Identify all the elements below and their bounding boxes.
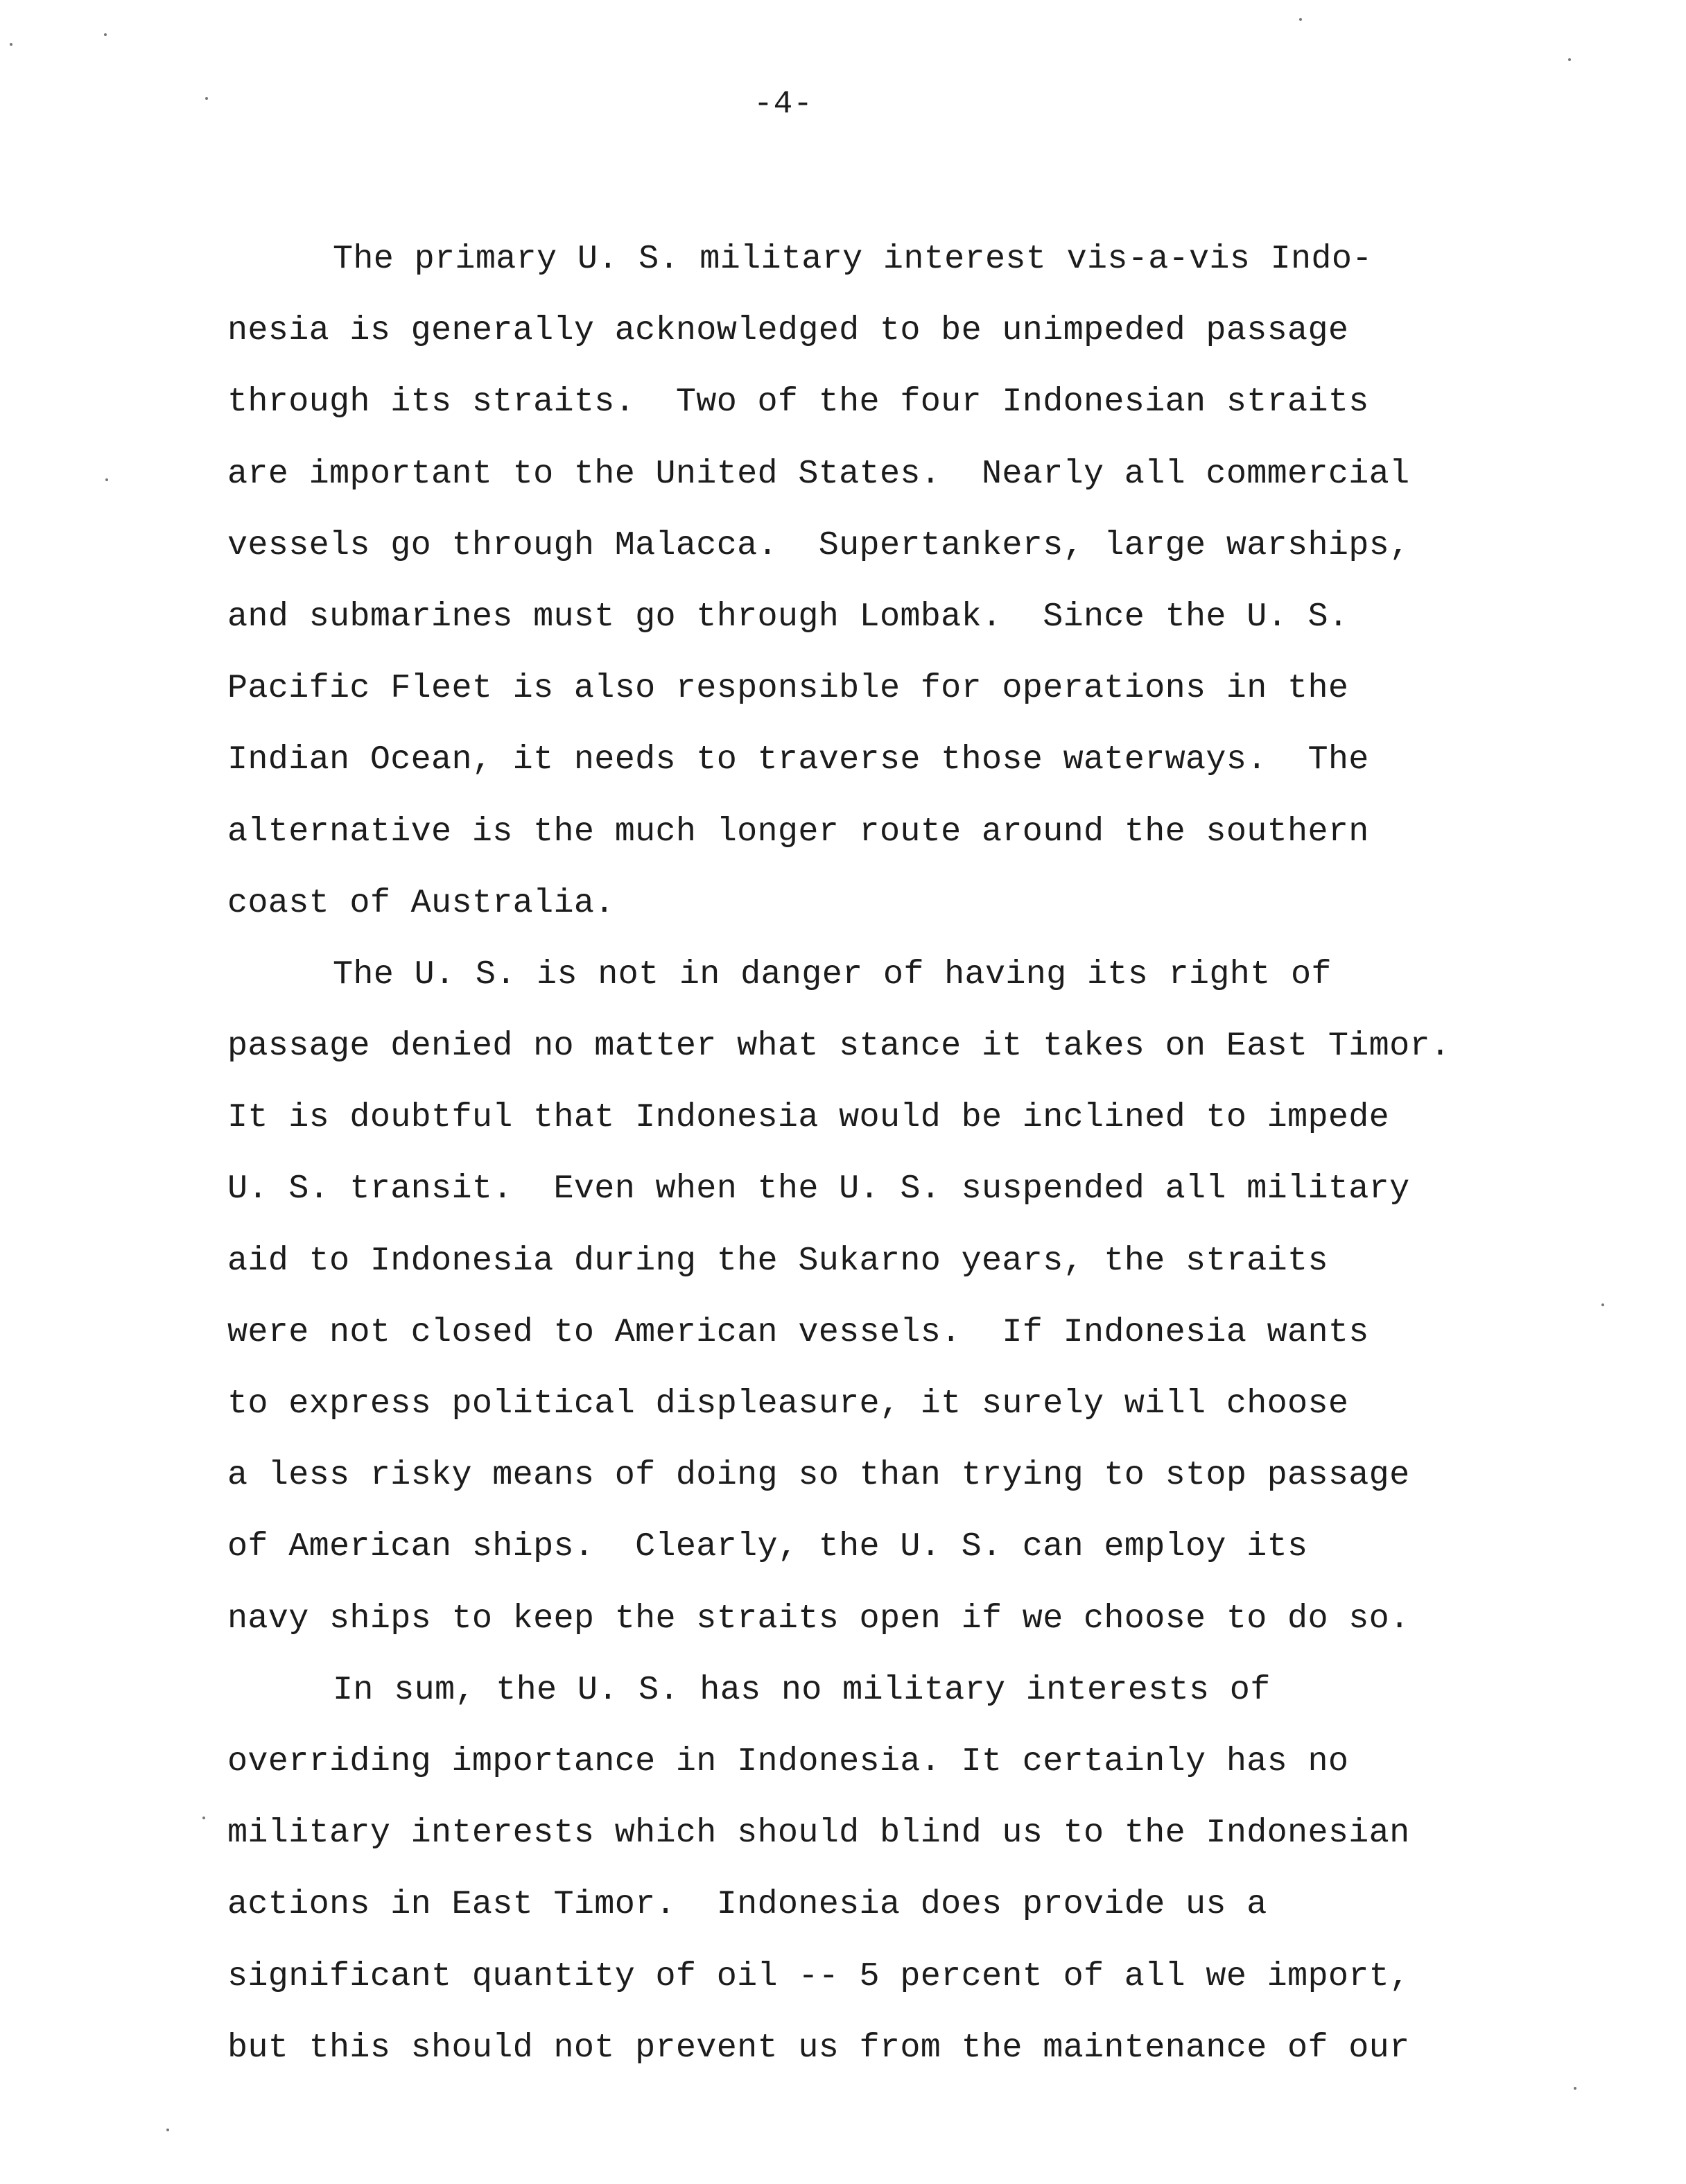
text-line: significant quantity of oil -- 5 percent of all we import, bbox=[227, 1957, 1410, 1995]
text-line: through its straits. Two of the four Indonesian straits bbox=[227, 383, 1369, 422]
text-line: actions in East Timor. Indonesia does provide us a bbox=[227, 1885, 1267, 1924]
text-line: In sum, the U. S. has no military interests of bbox=[333, 1670, 1271, 1709]
text-line: aid to Indonesia during the Sukarno years, the straits bbox=[227, 1241, 1328, 1280]
text-line: but this should not prevent us from the maintenance of our bbox=[227, 2028, 1410, 2067]
scan-speck bbox=[105, 478, 108, 481]
text-line: nesia is generally acknowledged to be unimpeded passage bbox=[227, 311, 1349, 350]
text-line: navy ships to keep the straits open if we choose to do so. bbox=[227, 1599, 1410, 1638]
scan-speck bbox=[1568, 58, 1571, 61]
text-line: Indian Ocean, it needs to traverse those waterways. The bbox=[227, 740, 1369, 779]
scan-speck bbox=[1299, 18, 1302, 21]
text-line: coast of Australia. bbox=[227, 883, 615, 922]
scan-speck bbox=[205, 97, 208, 100]
text-line: The U. S. is not in danger of having its right of bbox=[333, 955, 1332, 994]
text-line: alternative is the much longer route around the southern bbox=[227, 812, 1369, 851]
scan-speck bbox=[202, 1817, 205, 1819]
text-line: military interests which should blind us to the Indonesian bbox=[227, 1814, 1410, 1853]
page-number: -4- bbox=[754, 86, 813, 122]
text-line: passage denied no matter what stance it takes on East Timor. bbox=[227, 1027, 1451, 1066]
text-line: were not closed to American vessels. If Indonesia wants bbox=[227, 1312, 1369, 1351]
text-line: of American ships. Clearly, the U. S. can employ its bbox=[227, 1527, 1308, 1566]
text-line: U. S. transit. Even when the U. S. suspended all military bbox=[227, 1170, 1410, 1208]
scan-speck bbox=[1574, 2087, 1576, 2090]
text-line: vessels go through Malacca. Supertankers, large warships, bbox=[227, 526, 1410, 564]
body-text bbox=[227, 223, 1531, 2083]
text-line: The primary U. S. military interest vis-a-vis Indo- bbox=[333, 240, 1373, 278]
text-line: and submarines must go through Lombak. Since the U. S. bbox=[227, 597, 1349, 636]
text-line: a less risky means of doing so than trying to stop passage bbox=[227, 1456, 1410, 1495]
scan-speck bbox=[104, 33, 107, 36]
scan-speck bbox=[166, 2129, 169, 2131]
text-line: to express political displeasure, it surely will choose bbox=[227, 1385, 1349, 1423]
text-line: It is doubtful that Indonesia would be inclined to impede bbox=[227, 1098, 1390, 1137]
text-line: are important to the United States. Nearly all commercial bbox=[227, 454, 1410, 493]
text-line: Pacific Fleet is also responsible for operations in the bbox=[227, 669, 1349, 708]
scan-speck bbox=[1601, 1303, 1604, 1306]
scan-speck bbox=[10, 43, 12, 46]
text-line: overriding importance in Indonesia. It certainly has no bbox=[227, 1742, 1349, 1780]
